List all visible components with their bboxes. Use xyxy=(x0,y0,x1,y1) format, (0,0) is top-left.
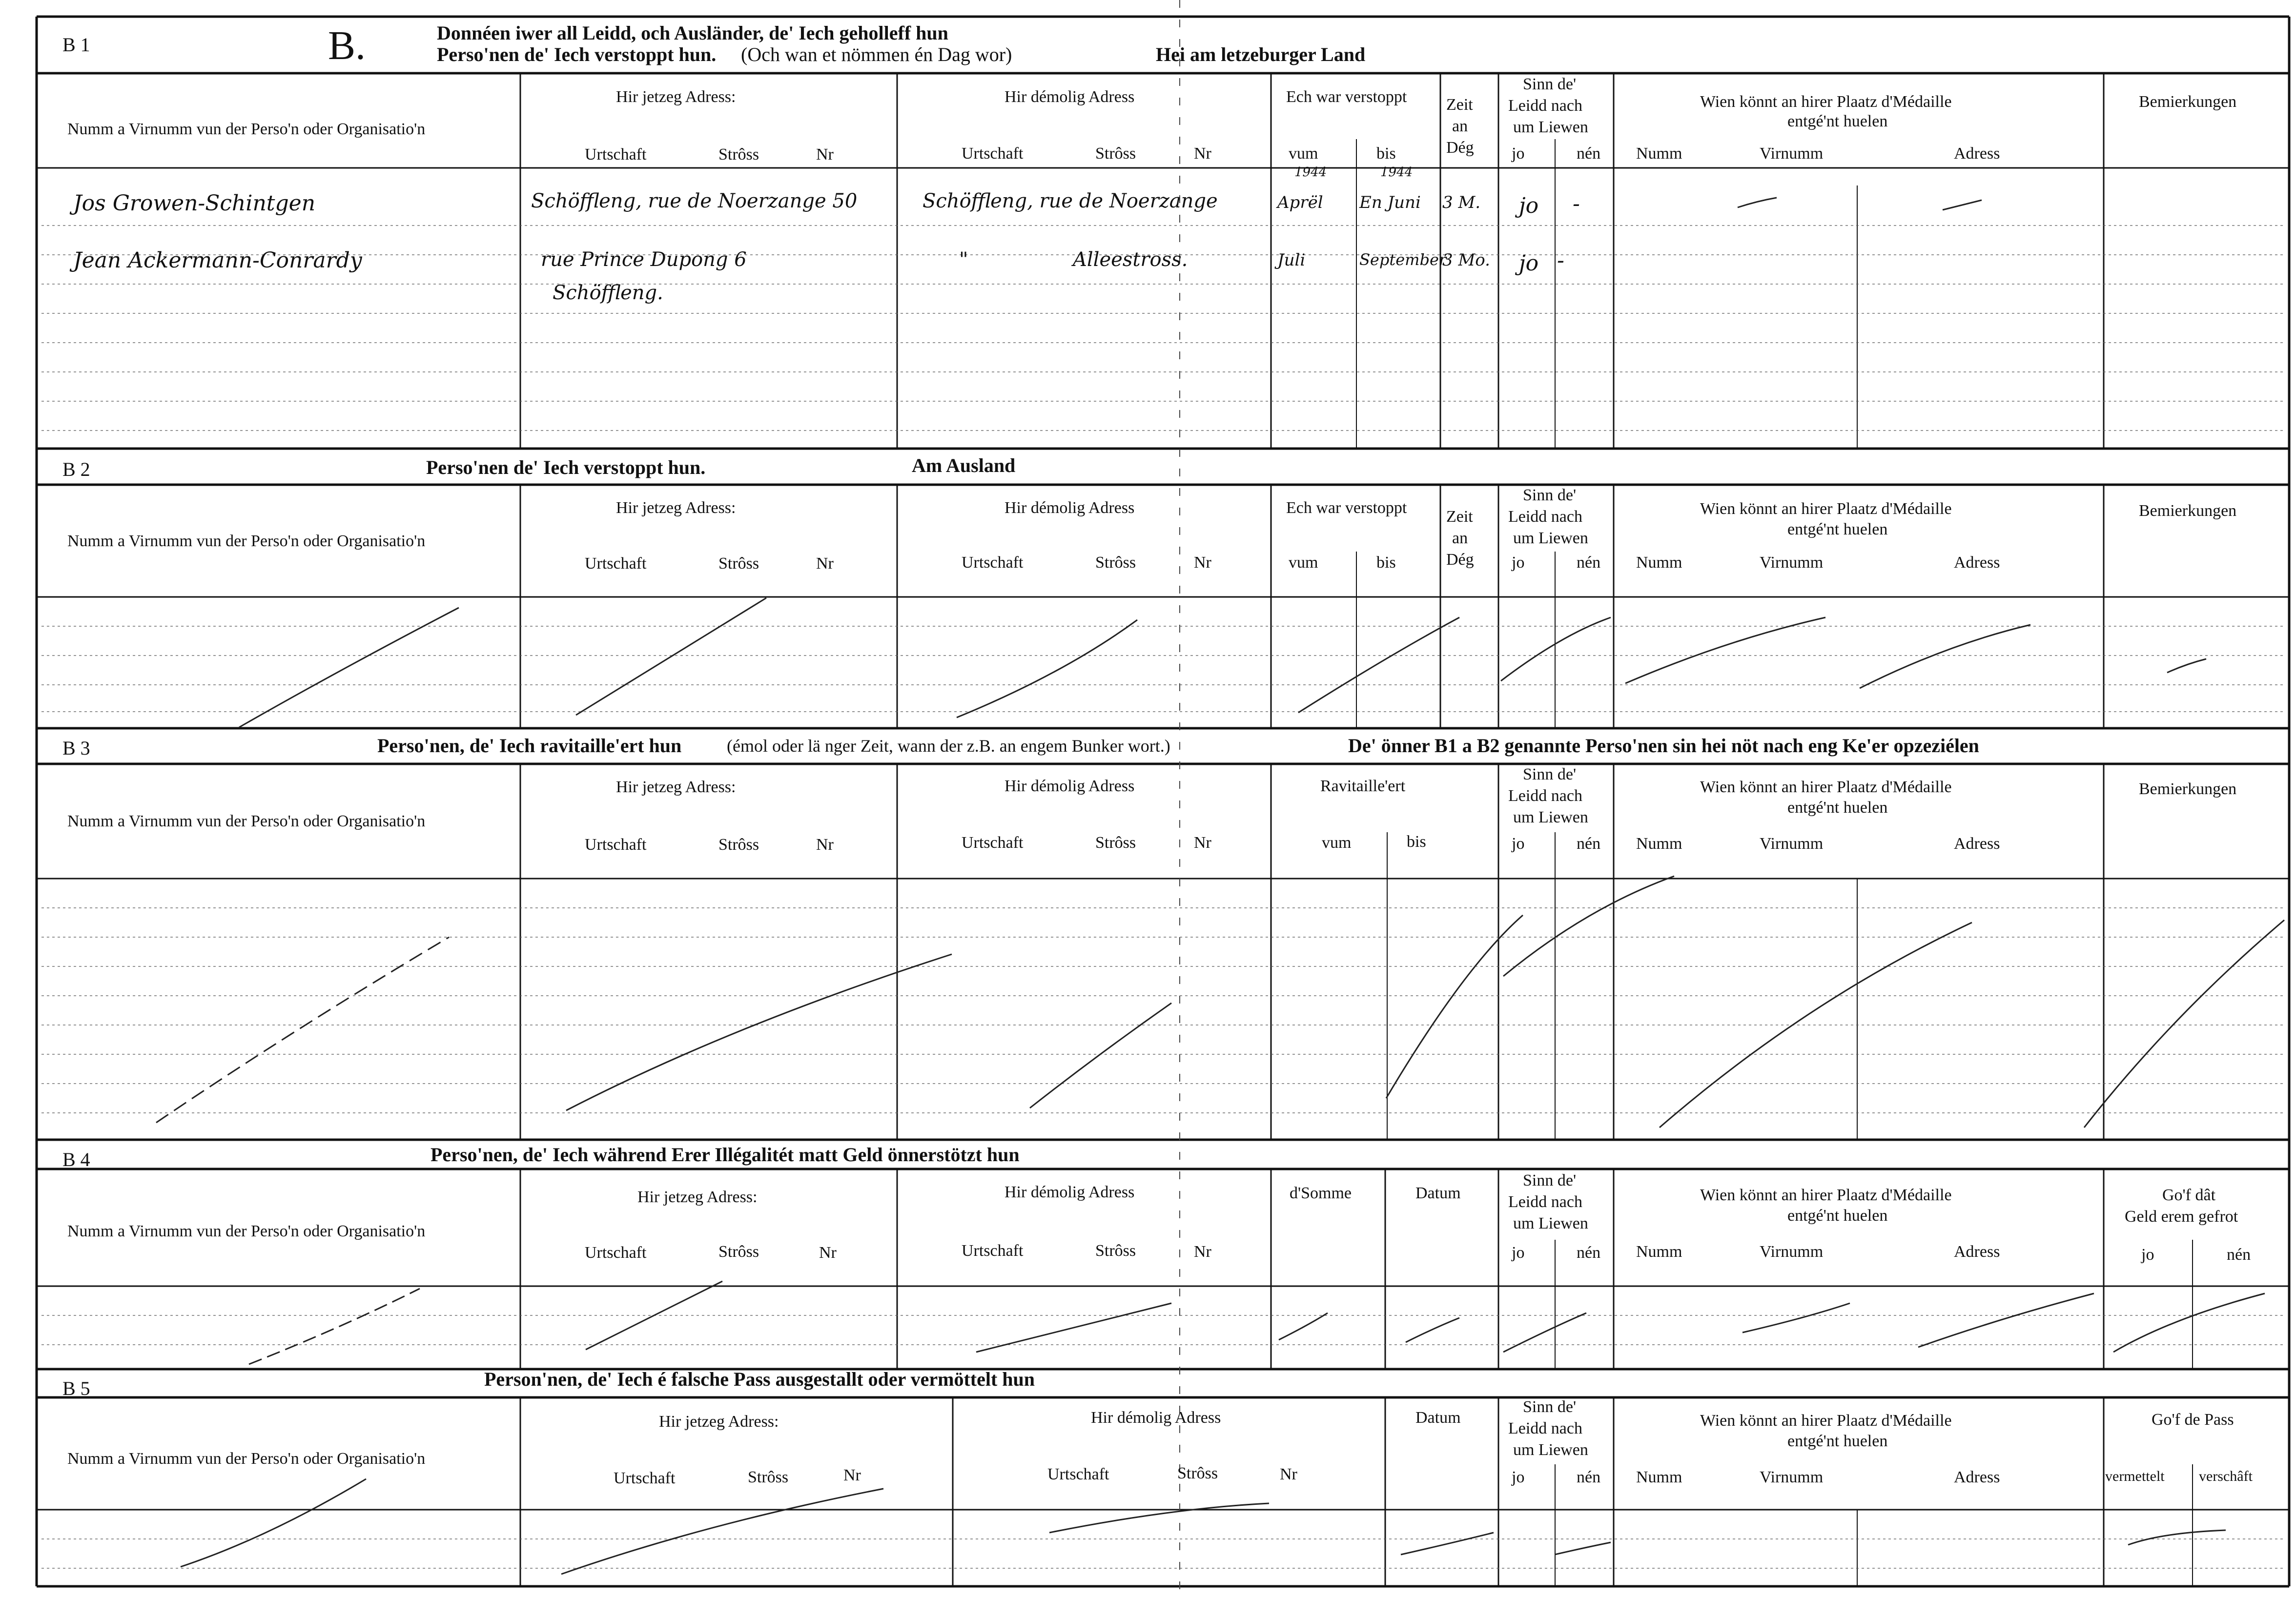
b3-title-c: De' önner B1 a B2 genannte Perso'nen sin hei nöt nach eng Ke'er opzeziélen xyxy=(1348,735,1979,757)
section-code-b4: B 4 xyxy=(62,1148,90,1170)
b2-header-street: Strôss xyxy=(718,554,759,573)
b5-header-former-town: Urtschaft xyxy=(1047,1465,1109,1483)
b2-header-medal-firstname: Virnumm xyxy=(1760,554,1824,572)
b3-header-former-street: Strôss xyxy=(1095,834,1136,852)
b1-row2-from: Juli xyxy=(1277,250,1306,270)
b5-header-sense-2: Leidd nach xyxy=(1508,1419,1582,1437)
b3-header-nr: Nr xyxy=(816,836,834,854)
b3-header-sense-3: um Liewen xyxy=(1513,808,1588,826)
b1-row1-yes: jo xyxy=(1519,193,1539,218)
b1-header-street: Strôss xyxy=(718,145,759,164)
b5-header-no: nén xyxy=(1577,1468,1601,1486)
b5-header-sense-1: Sinn de' xyxy=(1523,1398,1577,1416)
b1-row2-no: - xyxy=(1557,248,1564,273)
b3-header-name: Numm a Virnumm vun der Perso'n oder Organisatio'n xyxy=(67,812,426,830)
b5-header-medal-2: entgé'nt huelen xyxy=(1787,1432,1888,1450)
b3-header-current-address: Hir jetzeg Adress: xyxy=(616,778,736,796)
b2-header-name: Numm a Virnumm vun der Perso'n oder Organisatio'n xyxy=(67,532,426,550)
b4-header-sense-2: Leidd nach xyxy=(1508,1193,1582,1211)
b1-header-medal-firstname: Virnumm xyxy=(1760,144,1824,163)
b4-header-medal-2: entgé'nt huelen xyxy=(1787,1207,1888,1225)
b4-header-town: Urtschaft xyxy=(585,1244,647,1262)
b1-row2-days: 3 Mo. xyxy=(1442,250,1490,270)
section-code-b3: B 3 xyxy=(62,737,90,759)
b2-title: Perso'nen de' Iech verstoppt hun. xyxy=(426,456,706,478)
b3-header-to: bis xyxy=(1407,833,1426,851)
b1-header-medal-address: Adress xyxy=(1954,144,2000,163)
b3-header-from: vum xyxy=(1322,834,1352,852)
b2-header-time-3: Dég xyxy=(1446,551,1474,569)
b4-header-date: Datum xyxy=(1415,1184,1461,1202)
b1-row1-name: Jos Growen-Schintgen xyxy=(73,191,316,216)
b5-header-name: Numm a Virnumm vun der Perso'n oder Organisatio'n xyxy=(67,1450,426,1468)
b1-row2-name: Jean Ackermann-Conrardy xyxy=(73,248,362,273)
b3-header-sense-2: Leidd nach xyxy=(1508,787,1582,805)
b3-header-town: Urtschaft xyxy=(585,836,647,854)
b2-header-former-address: Hir démolig Adress xyxy=(1004,499,1135,517)
b5-header-medal-1: Wien könnt an hirer Plaatz d'Médaille xyxy=(1700,1412,1952,1430)
b1-header-time-3: Dég xyxy=(1446,139,1474,157)
b1-header-yes: jo xyxy=(1512,144,1525,163)
section-letter: B. xyxy=(328,23,366,68)
b1-header-medal-2: entgé'nt huelen xyxy=(1787,112,1888,130)
b1-row2-yes: jo xyxy=(1519,251,1539,276)
b1-header-from: vum xyxy=(1289,144,1318,163)
b3-header-medal-2: entgé'nt huelen xyxy=(1787,799,1888,817)
b4-header-street: Strôss xyxy=(718,1243,759,1261)
b1-header-former-town: Urtschaft xyxy=(962,144,1024,163)
b4-header-medal-address: Adress xyxy=(1954,1243,2000,1261)
b2-header-nr: Nr xyxy=(816,554,834,573)
b4-header-sense-1: Sinn de' xyxy=(1523,1171,1577,1189)
b4-header-nr: Nr xyxy=(819,1244,837,1262)
b5-title: Person'nen, de' Iech é falsche Pass ausgestallt oder vermöttelt hun xyxy=(484,1368,1035,1390)
b5-header-medal-firstname: Virnumm xyxy=(1760,1468,1824,1486)
b1-header-current-address: Hir jetzeg Adress: xyxy=(616,88,736,106)
b5-header-former-street: Strôss xyxy=(1177,1464,1218,1482)
b1-header-former-street: Strôss xyxy=(1095,144,1136,163)
b3-header-sense-1: Sinn de' xyxy=(1523,765,1577,783)
b4-header-no: nén xyxy=(1577,1244,1601,1262)
b2-header-sense-3: um Liewen xyxy=(1513,529,1588,547)
b4-header-money-2: Geld erem gefrot xyxy=(2125,1208,2238,1226)
b3-header-medal-address: Adress xyxy=(1954,835,2000,853)
b3-header-yes: jo xyxy=(1512,835,1525,853)
b4-header-money-1: Go'f dât xyxy=(2162,1186,2216,1204)
b3-header-ravit: Ravitaille'ert xyxy=(1320,777,1406,795)
b3-header-street: Strôss xyxy=(718,836,759,854)
b1-row1-no: - xyxy=(1573,191,1580,216)
b1-row1-from: Aprël xyxy=(1277,193,1323,212)
b2-header-former-street: Strôss xyxy=(1095,554,1136,572)
b1-title-line2-place: Hei am letzeburger Land xyxy=(1156,43,1366,65)
b1-row1-to-year: 1944 xyxy=(1380,165,1413,180)
b1-row2-current-address-2: Schöffleng. xyxy=(553,282,663,304)
b5-header-mediated: vermettelt xyxy=(2105,1468,2165,1484)
b3-title-a: Perso'nen, de' Iech ravitaille'ert hun xyxy=(377,735,682,757)
b2-header-yes: jo xyxy=(1512,554,1525,572)
b2-header-no: nén xyxy=(1577,554,1601,572)
b1-header-medal-1: Wien könnt an hirer Plaatz d'Médaille xyxy=(1700,93,1952,111)
b1-row1-from-year: 1944 xyxy=(1294,165,1327,180)
b5-header-yes: jo xyxy=(1512,1468,1525,1486)
b1-header-remarks: Bemierkungen xyxy=(2139,93,2237,111)
b2-header-former-nr: Nr xyxy=(1194,554,1211,572)
b1-header-sense-2: Leidd nach xyxy=(1508,97,1582,115)
b2-header-sense-2: Leidd nach xyxy=(1508,508,1582,526)
section-code-b2: B 2 xyxy=(62,458,90,480)
b4-header-former-street: Strôss xyxy=(1095,1242,1136,1260)
b1-header-to: bis xyxy=(1376,144,1396,163)
b2-header-medal-name: Numm xyxy=(1636,554,1682,572)
b2-header-current-address: Hir jetzeg Adress: xyxy=(616,499,736,517)
b5-header-town: Urtschaft xyxy=(614,1469,676,1487)
b2-place: Am Ausland xyxy=(912,454,1016,476)
b1-header-nr: Nr xyxy=(816,145,834,164)
b1-header-former-nr: Nr xyxy=(1194,144,1211,163)
b4-header-medal-firstname: Virnumm xyxy=(1760,1243,1824,1261)
b2-header-hidden: Ech war verstoppt xyxy=(1286,499,1407,517)
b4-header-money-yes: jo xyxy=(2141,1246,2154,1264)
b4-header-current-address: Hir jetzeg Adress: xyxy=(637,1188,758,1206)
b3-header-former-address: Hir démolig Adress xyxy=(1004,777,1135,795)
b2-header-medal-2: entgé'nt huelen xyxy=(1787,520,1888,538)
b2-header-medal-1: Wien könnt an hirer Plaatz d'Médaille xyxy=(1700,500,1952,518)
b1-title-line2-paren: (Och wan et nömmen én Dag wor) xyxy=(741,43,1012,65)
b2-header-time-1: Zeit xyxy=(1446,508,1473,526)
b4-header-sum: d'Somme xyxy=(1290,1184,1352,1202)
b3-header-medal-name: Numm xyxy=(1636,835,1682,853)
b3-header-medal-1: Wien könnt an hirer Plaatz d'Médaille xyxy=(1700,778,1952,796)
b3-header-remarks: Bemierkungen xyxy=(2139,780,2237,798)
b5-header-pass: Go'f de Pass xyxy=(2152,1411,2234,1429)
b5-header-procured: verschâft xyxy=(2199,1468,2253,1484)
section-code-b5: B 5 xyxy=(62,1377,90,1399)
b4-header-name: Numm a Virnumm vun der Perso'n oder Organisatio'n xyxy=(67,1222,426,1240)
b5-header-medal-name: Numm xyxy=(1636,1468,1682,1486)
b5-header-former-address: Hir démolig Adress xyxy=(1091,1409,1221,1427)
b1-header-sense-3: um Liewen xyxy=(1513,118,1588,136)
b1-header-name: Numm a Virnumm vun der Perso'n oder Organisatio'n xyxy=(67,120,426,138)
b2-header-sense-1: Sinn de' xyxy=(1523,486,1577,504)
b1-row1-to: En Juni xyxy=(1359,193,1421,212)
b4-header-medal-name: Numm xyxy=(1636,1243,1682,1261)
b1-row2-current-address: rue Prince Dupong 6 xyxy=(541,248,747,271)
b2-header-to: bis xyxy=(1376,554,1396,572)
b1-header-sense-1: Sinn de' xyxy=(1523,75,1577,93)
b3-title-b: (émol oder lä nger Zeit, wann der z.B. an engem Bunker wort.) xyxy=(727,736,1170,756)
b5-header-street: Strôss xyxy=(748,1468,789,1486)
b2-header-from: vum xyxy=(1289,554,1318,572)
b1-header-hidden: Ech war verstoppt xyxy=(1286,88,1407,106)
b1-title-line1: Donnéen iwer all Leidd, och Ausländer, de' Iech geholleff hun xyxy=(437,22,948,44)
b1-row2-to: September xyxy=(1359,250,1447,269)
b1-title-line2-bold: Perso'nen de' Iech verstoppt hun. xyxy=(437,43,717,65)
b4-header-money-no: nén xyxy=(2227,1246,2251,1264)
b4-header-former-town: Urtschaft xyxy=(962,1242,1024,1260)
b1-row1-days: 3 M. xyxy=(1442,193,1481,212)
b1-header-medal-name: Numm xyxy=(1636,144,1682,163)
b1-header-time-1: Zeit xyxy=(1446,96,1473,114)
b4-header-former-address: Hir démolig Adress xyxy=(1004,1183,1135,1201)
b1-header-town: Urtschaft xyxy=(585,145,647,164)
b1-header-time-2: an xyxy=(1452,117,1468,135)
b5-header-nr: Nr xyxy=(843,1466,861,1484)
section-code-b1: B 1 xyxy=(62,34,90,56)
b4-header-former-nr: Nr xyxy=(1194,1243,1211,1261)
b4-header-yes: jo xyxy=(1512,1244,1525,1262)
b5-header-date: Datum xyxy=(1415,1409,1461,1427)
b5-header-current-address: Hir jetzeg Adress: xyxy=(659,1413,779,1431)
b3-header-former-town: Urtschaft xyxy=(962,834,1024,852)
b3-header-no: nén xyxy=(1577,835,1601,853)
b5-header-sense-3: um Liewen xyxy=(1513,1441,1588,1459)
b1-header-former-address: Hir démolig Adress xyxy=(1004,88,1135,106)
b1-row1-current-address: Schöffleng, rue de Noerzange 50 xyxy=(531,190,858,212)
b3-header-medal-firstname: Virnumm xyxy=(1760,835,1824,853)
b4-title: Perso'nen, de' Iech während Erer Illégalitét matt Geld önnerstötzt hun xyxy=(430,1144,1020,1166)
form-grid-lines xyxy=(37,0,2289,1599)
b2-header-time-2: an xyxy=(1452,529,1468,547)
b2-header-remarks: Bemierkungen xyxy=(2139,502,2237,520)
b3-header-former-nr: Nr xyxy=(1194,834,1211,852)
b2-header-medal-address: Adress xyxy=(1954,554,2000,572)
b1-row1-former-address: Schöffleng, rue de Noerzange xyxy=(922,190,1218,212)
b2-header-former-town: Urtschaft xyxy=(962,554,1024,572)
b1-header-no: nén xyxy=(1577,144,1601,163)
b1-row2-former-address: Alleestross. xyxy=(1073,248,1188,271)
b4-header-sense-3: um Liewen xyxy=(1513,1214,1588,1232)
b5-header-medal-address: Adress xyxy=(1954,1468,2000,1486)
b1-row2-former-ditto: " xyxy=(959,248,968,271)
b4-header-medal-1: Wien könnt an hirer Plaatz d'Médaille xyxy=(1700,1186,1952,1204)
b5-header-former-nr: Nr xyxy=(1280,1465,1297,1483)
b2-header-town: Urtschaft xyxy=(585,554,647,573)
